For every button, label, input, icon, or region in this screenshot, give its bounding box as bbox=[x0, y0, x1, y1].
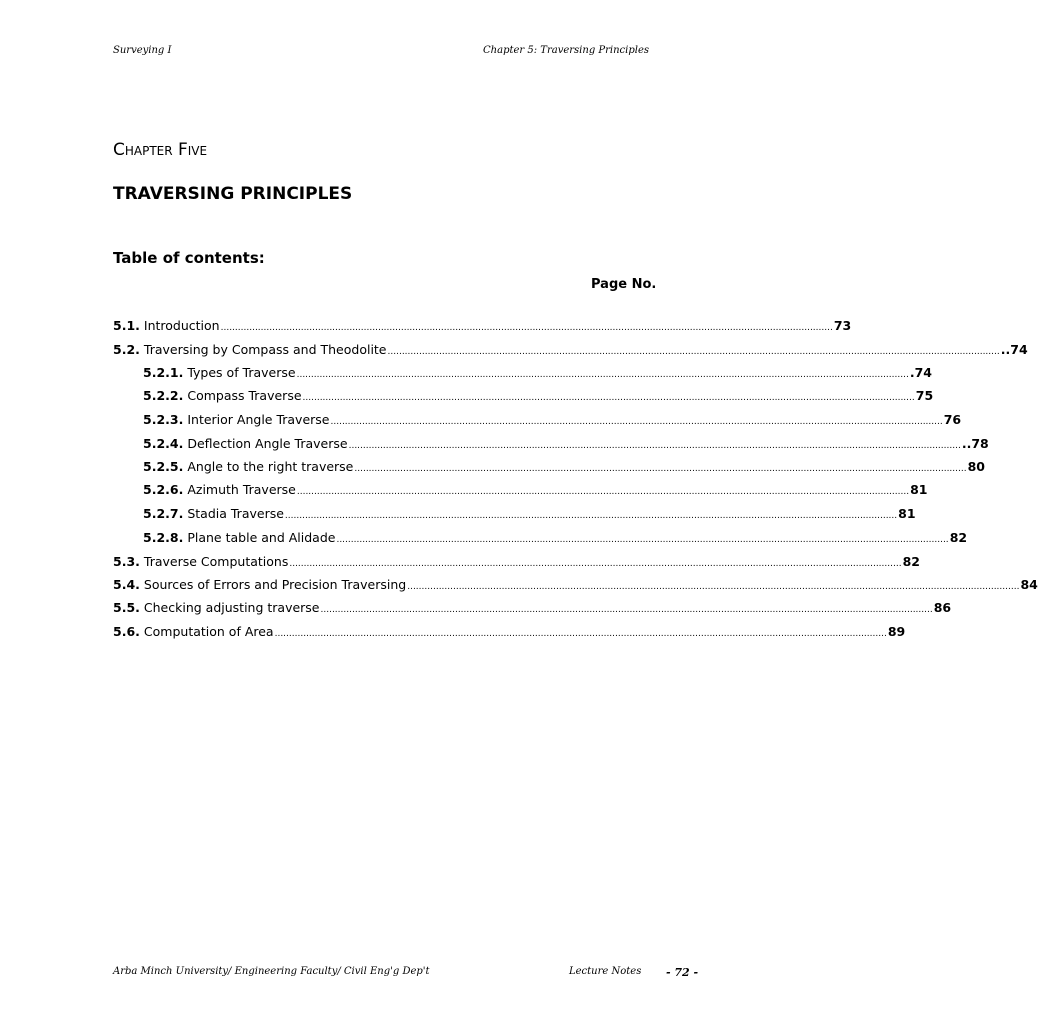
toc-leader-dots: ...................................................................................................................................................................................................................... bbox=[387, 347, 1000, 357]
toc-entry-5-2-1[interactable] bbox=[143, 365, 932, 385]
toc-entry-number: 5.3. bbox=[113, 554, 140, 569]
toc-entry-title: Introduction bbox=[143, 318, 220, 333]
toc-entry-5-1[interactable] bbox=[113, 318, 852, 338]
chapter-title: TRAVERSING PRINCIPLES bbox=[113, 184, 353, 204]
toc-entry-title: Interior Angle Traverse bbox=[187, 412, 330, 427]
toc-entry-page: 89 bbox=[887, 624, 906, 639]
toc-entry-title: Sources of Errors and Precision Traversing bbox=[143, 577, 407, 592]
chapter-label: Chapter Five bbox=[113, 140, 208, 160]
toc-entry-number: 5.2.1. bbox=[143, 365, 184, 380]
toc-entry-page: 82 bbox=[949, 530, 968, 545]
toc-entry-title: Computation of Area bbox=[143, 624, 274, 639]
toc-entry-page: ..78 bbox=[961, 436, 989, 451]
running-header-chapter: Chapter 5: Traversing Principles bbox=[483, 45, 649, 56]
toc-leader-dots: ...................................................................................................................................................................................................................... bbox=[274, 629, 887, 639]
toc-entry-5-2-5[interactable] bbox=[143, 459, 986, 479]
toc-entry-page: 81 bbox=[910, 482, 928, 497]
toc-entry-number: 5.1. bbox=[113, 318, 140, 333]
toc-entry-title: Stadia Traverse bbox=[187, 506, 284, 521]
toc-leader-dots: ...................................................................................................................................................................................................................... bbox=[354, 464, 967, 474]
toc-entry-number: 5.2.3. bbox=[143, 412, 184, 427]
footer-institution: Arba Minch University/ Engineering Faculty/ Civil Eng'g Dep't bbox=[113, 966, 430, 977]
toc-entry-5-2-2[interactable] bbox=[143, 388, 934, 408]
toc-leader-dots: ...................................................................................................................................................................................................................... bbox=[296, 487, 910, 497]
toc-entry-title: Traversing by Compass and Theodolite bbox=[143, 342, 387, 357]
toc-entry-number: 5.6. bbox=[113, 624, 140, 639]
toc-leader-dots: ...................................................................................................................................................................................................................... bbox=[296, 370, 909, 380]
toc-entry-number: 5.2.6. bbox=[143, 482, 184, 497]
toc-entry-title: Deflection Angle Traverse bbox=[187, 436, 348, 451]
toc-entry-title: Azimuth Traverse bbox=[187, 482, 296, 497]
page-no-label: Page No. bbox=[591, 277, 657, 292]
toc-entry-page: 80 bbox=[967, 459, 986, 474]
toc-entry-page: 73 bbox=[833, 318, 852, 333]
toc-leader-dots: ...................................................................................................................................................................................................................... bbox=[348, 441, 961, 451]
toc-entry-number: 5.2.2. bbox=[143, 388, 184, 403]
toc-entry-page: 75 bbox=[915, 388, 934, 403]
toc-entry-title: Plane table and Alidade bbox=[187, 530, 336, 545]
toc-entry-title: Checking adjusting traverse bbox=[143, 600, 320, 615]
toc-leader-dots: ...................................................................................................................................................................................................................... bbox=[289, 559, 902, 569]
toc-leader-dots: ...................................................................................................................................................................................................................... bbox=[336, 535, 949, 545]
toc-entry-page: 84 bbox=[1020, 577, 1038, 592]
toc-entry-title: Compass Traverse bbox=[187, 388, 302, 403]
footer-doc-type: Lecture Notes bbox=[569, 966, 642, 977]
toc-entry-number: 5.4. bbox=[113, 577, 140, 592]
toc-entry-number: 5.2.4. bbox=[143, 436, 184, 451]
toc-leader-dots: ...................................................................................................................................................................................................................... bbox=[407, 582, 1020, 592]
toc-leader-dots: ...................................................................................................................................................................................................................... bbox=[302, 393, 915, 403]
toc-entry-title: Traverse Computations bbox=[143, 554, 289, 569]
toc-entry-title: Angle to the right traverse bbox=[187, 459, 354, 474]
toc-entry-title: Types of Traverse bbox=[187, 365, 296, 380]
toc-entry-page: 76 bbox=[943, 412, 962, 427]
toc-entry-page: .74 bbox=[909, 365, 932, 380]
toc-entry-5-3[interactable] bbox=[113, 554, 920, 574]
toc-entry-page: 81 bbox=[898, 506, 916, 521]
toc-entry-number: 5.5. bbox=[113, 600, 140, 615]
toc-entry-5-2-4[interactable] bbox=[143, 436, 989, 456]
toc-entry-5-2-6[interactable] bbox=[143, 482, 928, 502]
toc-entry-5-2[interactable] bbox=[113, 342, 1028, 362]
running-header-course: Surveying I bbox=[113, 45, 172, 56]
toc-entry-5-6[interactable] bbox=[113, 624, 906, 644]
toc-leader-dots: ...................................................................................................................................................................................................................... bbox=[220, 323, 833, 333]
toc-heading: Table of contents: bbox=[113, 249, 265, 267]
toc-entry-5-2-8[interactable] bbox=[143, 530, 968, 550]
toc-entry-number: 5.2.5. bbox=[143, 459, 184, 474]
toc-leader-dots: ...................................................................................................................................................................................................................... bbox=[330, 417, 943, 427]
toc-leader-dots: ...................................................................................................................................................................................................................... bbox=[320, 605, 933, 615]
toc-entry-number: 5.2.7. bbox=[143, 506, 184, 521]
toc-entry-5-2-7[interactable] bbox=[143, 506, 916, 526]
toc-entry-page: ..74 bbox=[1000, 342, 1028, 357]
toc-entry-number: 5.2.8. bbox=[143, 530, 184, 545]
toc-entry-page: 86 bbox=[933, 600, 952, 615]
toc-entry-5-4[interactable] bbox=[113, 577, 1038, 597]
toc-entry-page: 82 bbox=[902, 554, 920, 569]
toc-entry-5-2-3[interactable] bbox=[143, 412, 962, 432]
toc-leader-dots: ...................................................................................................................................................................................................................... bbox=[284, 511, 898, 521]
toc-entry-5-5[interactable] bbox=[113, 600, 952, 620]
footer-page-number: - 72 - bbox=[666, 966, 699, 979]
toc-entry-number: 5.2. bbox=[113, 342, 140, 357]
